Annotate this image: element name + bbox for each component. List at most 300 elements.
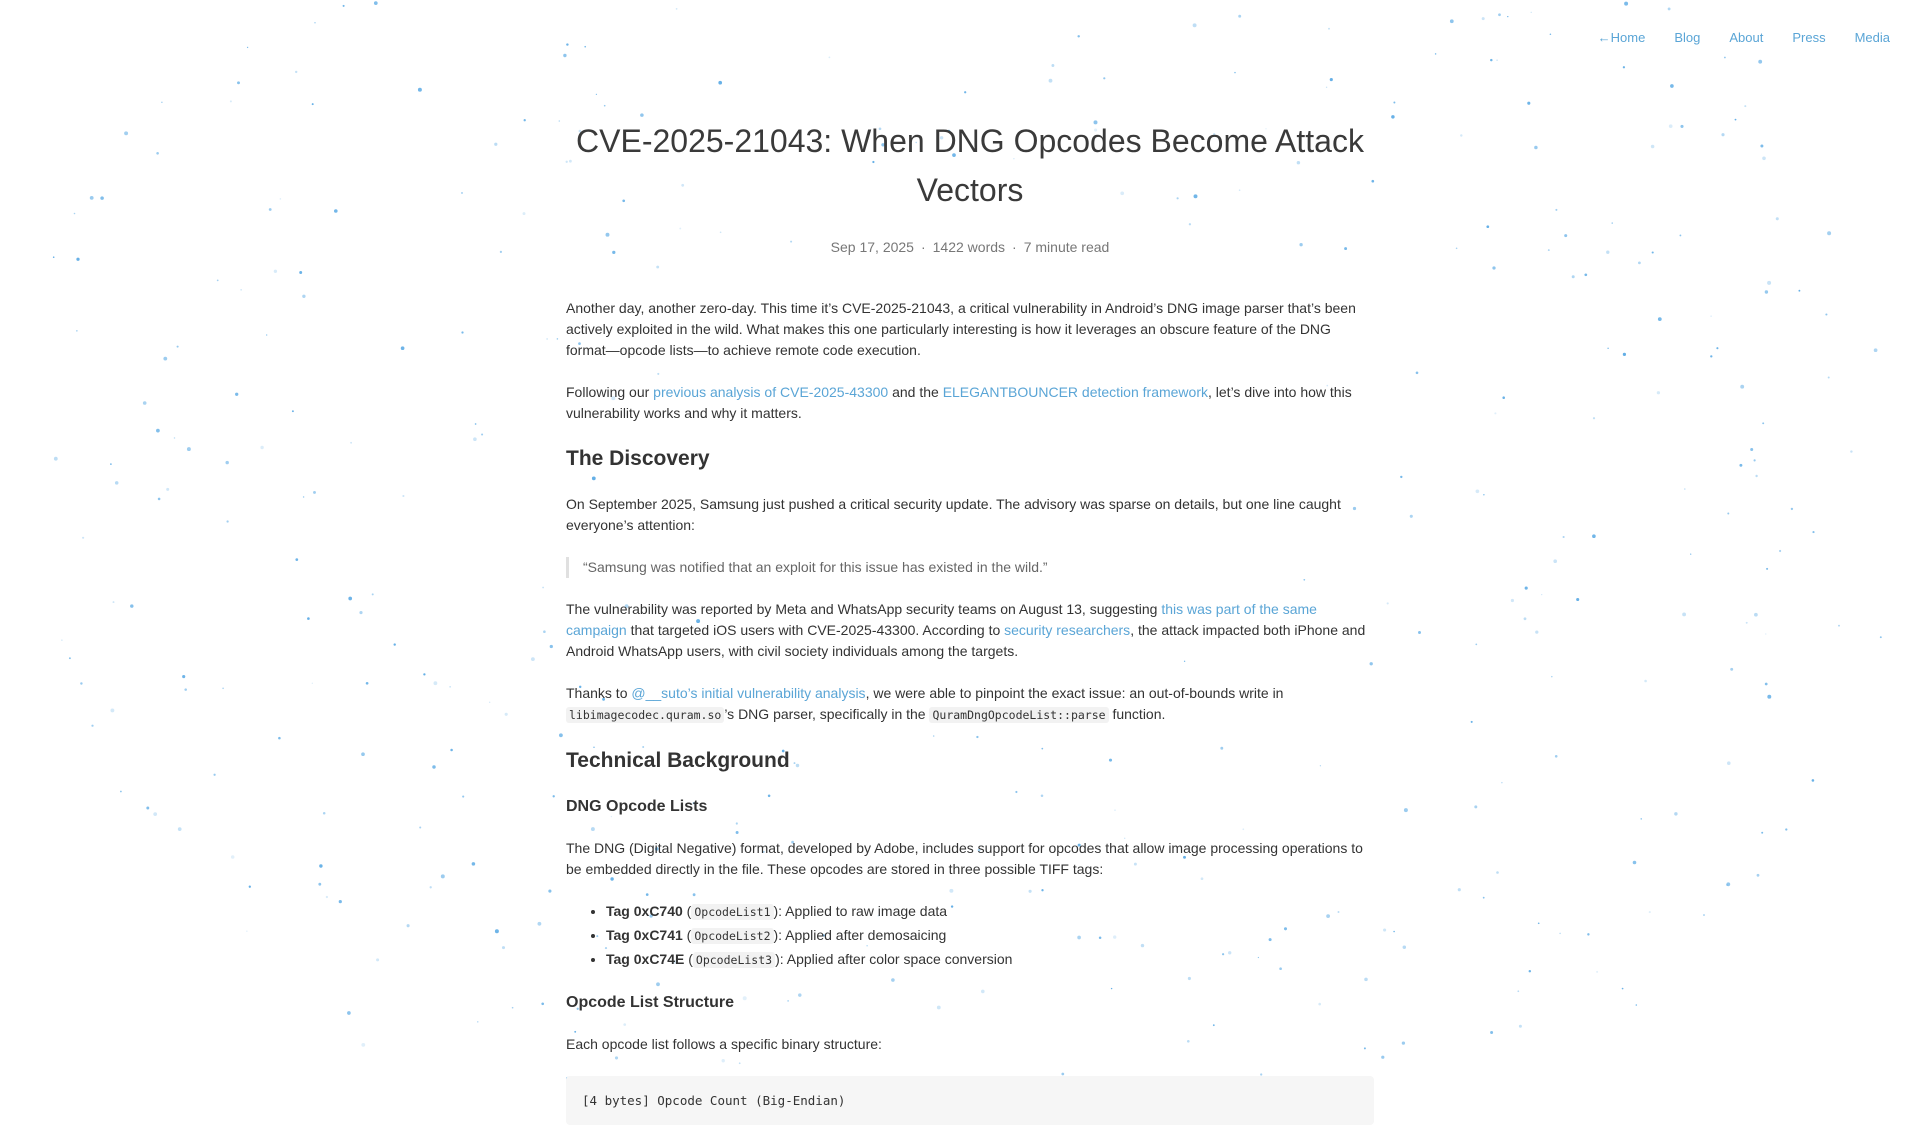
particle-dot [163,357,167,361]
particle-dot [313,491,316,494]
particle-dot [1657,391,1660,394]
particle-dot [1658,317,1662,321]
thanks-paragraph [566,683,1374,726]
text-span: ( [684,951,693,967]
particle-dot [1456,248,1458,250]
meta-separator: · [1012,239,1017,255]
particle-dot [1564,234,1567,237]
function-code: QuramDngOpcodeList::parse [929,707,1108,723]
particle-dot [359,611,362,614]
nav-media-link[interactable]: Media [1854,30,1890,45]
particle-dot [1721,133,1724,136]
particle-dot [110,708,114,712]
particle-dot [512,1007,514,1009]
particle-dot [225,461,228,464]
particle-dot [1791,508,1793,510]
particle-dot [347,1011,351,1015]
particle-dot [1710,355,1712,357]
particle-dot [1400,476,1402,478]
discovery-paragraph: On September 2025, Samsung just pushed a critical security update. The advisory was sparse on details, but one line caught everyone’s attention: [566,496,1341,533]
particle-dot [1458,888,1461,891]
particle-dot [1690,553,1691,554]
tag-description: ): Applied after demosaicing [773,927,947,943]
particle-dot [477,1021,478,1022]
particle-dot [1740,385,1744,389]
particle-dot [475,423,477,425]
particle-dot [314,22,315,23]
particle-dot [231,855,235,859]
particle-dot [247,47,248,48]
particle-dot [1541,594,1542,595]
particle-dot [1652,251,1654,253]
particle-dot [376,958,379,961]
particle-dot [1880,636,1882,638]
particle-dot [1460,134,1462,136]
particle-dot [1644,680,1647,683]
particle-dot [143,401,147,405]
particle-dot [339,900,342,903]
particle-dot [174,437,175,438]
particle-dot [494,143,497,146]
particle-dot [472,862,476,866]
suto-analysis-link[interactable]: @__suto’s initial vulnerability analysis [631,685,866,701]
particle-dot [76,330,77,331]
nav-press-link[interactable]: Press [1792,30,1826,45]
discovery-heading: The Discovery [566,447,710,470]
particle-dot [461,331,463,333]
particle-dot [1527,102,1530,105]
list-item [606,925,1374,947]
particle-dot [1767,695,1771,699]
particle-dot [1765,290,1768,293]
particle-dot [1576,598,1579,601]
particle-dot [350,442,352,444]
particle-dot [237,81,240,84]
particle-dot [1584,273,1587,276]
library-code: libimagecodec.quram.so [566,707,724,723]
particle-dot [280,198,282,200]
particle-dot [1754,613,1758,617]
previous-analysis-link[interactable]: previous analysis of CVE-2025-43300 [653,384,889,400]
list-item [606,949,1374,971]
tag-name: Tag 0xC74E [606,951,685,967]
particle-dot [1746,622,1748,624]
structure-paragraph: Each opcode list follows a specific binary structure: [566,1036,882,1052]
particle-dot [531,657,535,661]
particle-dot [374,1,378,5]
particle-dot [166,488,169,491]
particle-dot [1703,914,1705,916]
particle-dot [1502,396,1505,399]
particle-dot [222,687,224,689]
text-span: Thanks to [566,685,632,701]
particle-dot [1812,531,1814,533]
particle-dot [302,295,305,298]
technical-heading: Technical Background [566,749,790,772]
particle-dot [394,643,396,645]
opcode-lists-subheading: DNG Opcode Lists [566,798,708,815]
particle-dot [90,196,94,200]
particle-dot [423,673,425,675]
particle-dot [1623,353,1626,356]
particle-dot [449,686,450,687]
particle-dot [432,765,435,768]
particle-dot [361,1043,365,1047]
particle-dot [295,71,297,73]
particle-dot [113,601,115,603]
opcode-code: OpcodeList2 [691,928,773,944]
same-campaign-link[interactable]: this was part of the same campaign [566,601,1317,638]
particle-dot [473,437,477,441]
tag-list [566,901,1374,971]
particle-dot [1727,761,1731,765]
particle-dot [1641,818,1642,819]
elegantbouncer-link[interactable]: ELEGANTBOUNCER detection framework [942,384,1208,400]
particle-dot [146,807,149,810]
text-span: , let’s dive into how this vulnerability works and why it matters. [566,384,1352,421]
particle-dot [430,886,432,888]
tag-description: ): Applied after color space conversion [775,951,1013,967]
particle-dot [1668,7,1671,10]
particle-dot [1682,612,1686,616]
particle-dot [1762,156,1766,160]
particle-dot [1402,1041,1405,1044]
particle-dot [115,481,119,485]
particle-dot [1531,12,1532,13]
particle-dot [1486,225,1489,228]
text-span: and the [888,384,943,400]
particle-dot [120,791,122,793]
particle-dot [1762,422,1764,424]
code-line: [4 bytes] Opcode Count (Big-Endian) [582,1093,846,1108]
particle-dot [177,346,179,348]
particle-dot [1563,536,1565,538]
particle-dot [402,495,404,497]
particle-dot [1680,125,1683,128]
particle-dot [82,537,84,539]
particle-dot [312,103,314,105]
particle-dot [1651,145,1655,149]
particle-dot [1649,911,1651,913]
particle-dot [292,410,294,412]
particle-dot [1726,884,1728,886]
security-researchers-link[interactable]: security researchers [1004,622,1131,638]
particle-dot [1383,928,1386,931]
particle-dot [1776,217,1779,220]
particle-dot [1710,315,1711,316]
particle-dot [1606,251,1609,254]
particle-dot [1555,209,1557,211]
particle-dot [559,120,561,122]
particle-dot [158,498,161,501]
particle-dot [226,520,228,522]
particle-dot [1404,808,1408,812]
samsung-quote: “Samsung was notified that an exploit for this issue has existed in the wild.” [566,557,1374,578]
meta-separator: · [920,239,926,255]
particle-dot [1716,347,1718,349]
particle-dot [1496,59,1498,61]
particle-dot [1511,599,1514,602]
particle-dot [319,864,322,867]
particle-dot [541,1002,544,1005]
particle-dot [407,924,410,927]
particle-dot [1739,464,1742,467]
nav-about-link[interactable]: About [1729,30,1764,45]
particle-dot [299,271,302,274]
particle-dot [61,639,62,640]
particle-dot [187,447,191,451]
particle-dot [1483,897,1485,899]
text-span: , the attack impacted both iPhone and Android WhatsApp users, with civil society individuals among the targets. [566,622,1366,659]
particle-dot [348,597,352,601]
particle-dot [1490,59,1492,61]
particle-dot [1483,494,1484,495]
post-read-time: 7 minute read [1023,239,1110,255]
particle-dot [543,630,546,633]
particle-dot [303,496,304,497]
particle-dot [1624,2,1628,6]
particle-dot [1622,988,1624,990]
particle-dot [1517,990,1519,992]
particle-dot [1750,448,1753,451]
particle-dot [1679,234,1681,236]
particle-dot [1592,534,1596,538]
opcode-code: OpcodeList3 [693,952,775,968]
particle-dot [1490,1031,1493,1034]
particle-dot [1501,782,1503,784]
text-span: ’s DNG parser, specifically in the [724,706,930,722]
particle-dot [1559,933,1561,935]
particle-dot [1612,222,1613,223]
particle-dot [1874,348,1878,352]
particle-dot [537,922,541,926]
blog-article [566,0,1374,1125]
particle-dot [372,593,374,595]
particle-dot [524,119,526,121]
particle-dot [1435,53,1437,55]
code-block [566,1076,1374,1125]
particle-dot [1758,60,1762,64]
particle-dot [500,251,502,253]
particle-dot [1593,417,1595,419]
particle-dot [1607,348,1608,349]
particle-dot [235,393,238,396]
particle-dot [178,827,182,831]
particle-dot [1828,377,1830,379]
particle-dot [1381,1056,1384,1059]
text-span: ( [682,927,692,943]
particle-dot [110,463,112,465]
particle-dot [161,102,162,103]
particle-dot [361,752,365,756]
nav-blog-link[interactable]: Blog [1674,30,1701,45]
text-span: ( [682,903,692,919]
particle-dot [1850,450,1852,452]
particle-dot [343,5,345,7]
report-paragraph [566,599,1374,662]
particle-dot [69,657,71,659]
particle-dot [213,774,215,776]
particle-dot [1553,559,1557,563]
particle-dot [1754,459,1756,461]
particle-dot [1387,602,1389,604]
particle-dot [1765,683,1768,686]
particle-dot [1416,371,1419,374]
particle-dot [1471,721,1473,723]
particle-dot [1529,970,1531,972]
particle-dot [54,457,58,461]
particle-dot [217,280,219,282]
particle-dot [130,604,133,607]
particle-dot [1496,871,1499,874]
particle-dot [307,617,310,620]
particle-dot [1596,971,1598,973]
particle-dot [334,209,338,213]
particle-dot [246,931,247,932]
particle-dot [326,896,328,898]
particle-dot [1765,633,1766,634]
particle-dot [1827,231,1831,235]
particle-dot [184,688,187,691]
particle-dot [1798,290,1800,292]
particle-dot [550,645,553,648]
particle-dot [278,737,281,740]
particle-dot [1492,266,1495,269]
particle-dot [1761,832,1763,834]
particle-dot [323,812,326,815]
particle-dot [1391,115,1394,118]
tag-name: Tag 0xC740 [606,903,683,919]
particle-dot [481,433,483,435]
text-span: , we were able to pinpoint the exact issue: an out-of-bounds write in [865,685,1284,701]
particle-dot [274,270,277,273]
particle-dot [1636,1004,1638,1006]
particle-dot [461,192,462,193]
particle-dot [548,890,551,893]
particle-dot [1535,630,1538,633]
particle-dot [318,883,321,886]
particle-dot [1551,676,1553,678]
particle-dot [1760,145,1763,148]
nav-home-link[interactable]: ←Home [1597,30,1646,45]
particle-dot [366,682,369,685]
particle-dot [1482,17,1485,20]
particle-dot [546,338,547,339]
particle-dot [1494,412,1496,414]
list-item [606,901,1374,923]
particle-dot [182,675,185,678]
particle-dot [441,874,445,878]
text-span: function. [1108,706,1166,722]
particle-dot [462,796,464,798]
particle-dot [76,258,79,261]
particle-dot [1812,779,1815,782]
particle-dot [260,446,263,449]
particle-dot [1767,281,1771,285]
particle-dot [1476,489,1480,493]
particle-dot [100,196,104,200]
particle-dot [1572,275,1575,278]
particle-dot [450,749,453,752]
particle-dot [419,826,421,828]
particle-dot [1393,102,1395,104]
particle-dot [1548,249,1550,251]
particle-dot [1669,124,1673,128]
particle-dot [74,213,76,215]
particle-dot [91,725,93,727]
particle-dot [1550,34,1552,36]
particle-dot [1735,119,1737,121]
particle-dot [1684,488,1686,490]
particle-dot [295,558,298,561]
particle-dot [1410,515,1413,518]
particle-dot [1724,57,1726,59]
text-span: Following our [566,384,654,400]
particle-dot [502,946,505,949]
top-nav [1569,30,1890,45]
particle-dot [1825,313,1827,315]
particle-dot [1766,568,1768,570]
particle-dot [489,702,490,703]
particle-dot [1727,513,1729,515]
particle-dot [53,256,55,258]
post-meta [566,237,1374,258]
particle-dot [249,886,251,888]
particle-dot [1755,475,1757,477]
particle-dot [401,346,405,350]
particle-dot [1838,625,1840,627]
structure-subheading: Opcode List Structure [566,994,735,1011]
particle-dot [1555,755,1558,758]
following-paragraph [566,382,1374,424]
particle-dot [230,100,232,102]
particle-dot [553,795,555,797]
text-span: The vulnerability was reported by Meta and WhatsApp security teams on August 13, suggesting [566,601,1162,617]
particle-dot [269,208,272,211]
particle-dot [312,683,313,684]
particle-dot [1525,587,1528,590]
particle-dot [1730,668,1733,671]
particle-dot [1418,631,1421,634]
particle-dot [1744,105,1746,107]
particle-dot [1403,945,1406,948]
post-word-count: 1422 words [932,239,1006,255]
particle-dot [1498,13,1501,16]
particle-dot [156,429,160,433]
particle-dot [1538,922,1540,924]
particle-dot [1450,19,1454,23]
particle-dot [542,587,544,589]
particle-dot [1534,146,1538,150]
particle-dot [418,88,422,92]
post-title: CVE-2025-21043: When DNG Opcodes Become Attack Vectors [576,123,1364,208]
particle-dot [505,713,508,716]
particle-dot [240,289,241,290]
dng-paragraph: The DNG (Digital Negative) format, developed by Adobe, includes support for opcodes that allow image processing operations to be embedded directly in the file. These opcodes are stored in three possible TIFF tags: [566,840,1363,877]
particle-dot [156,152,159,155]
particle-dot [1507,16,1508,17]
particle-dot [1633,861,1637,865]
tag-description: ): Applied to raw image data [773,903,948,919]
particle-dot [1674,812,1677,815]
particle-dot [1779,550,1781,552]
tag-name: Tag 0xC741 [606,927,683,943]
particle-dot [1638,262,1641,265]
particle-dot [266,334,267,335]
particle-dot [1785,828,1787,830]
particle-dot [1587,933,1589,935]
particle-dot [523,212,526,215]
